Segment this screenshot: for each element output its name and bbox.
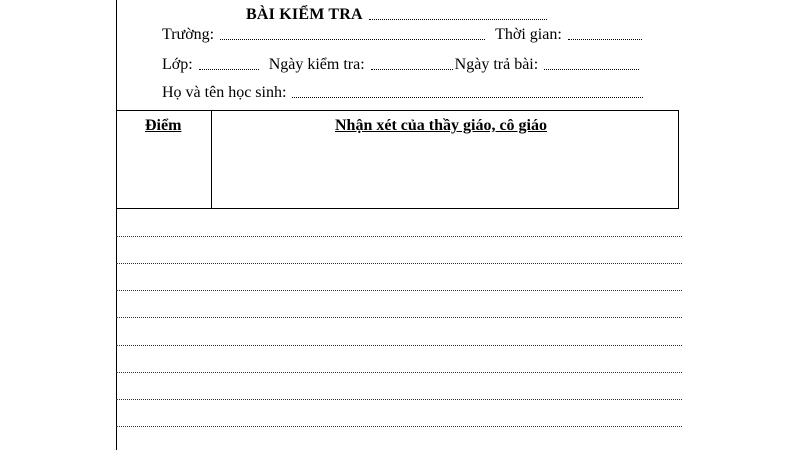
answer-line[interactable] xyxy=(116,317,682,318)
test-date-field[interactable] xyxy=(371,69,453,70)
score-area[interactable] xyxy=(118,139,210,207)
title-row xyxy=(246,6,547,24)
score-heading: Điểm xyxy=(145,117,182,134)
answer-line[interactable] xyxy=(116,426,682,427)
answer-line[interactable] xyxy=(116,263,682,264)
comment-area[interactable] xyxy=(213,139,677,207)
school-time-row xyxy=(162,26,642,44)
time-field[interactable] xyxy=(568,39,642,40)
answer-line[interactable] xyxy=(116,399,682,400)
answer-line[interactable] xyxy=(116,290,682,291)
school-label: Trường: xyxy=(162,26,215,43)
answer-line[interactable] xyxy=(116,345,682,346)
comment-heading: Nhận xét của thầy giáo, cô giáo xyxy=(335,117,547,134)
left-margin-line xyxy=(116,0,117,450)
box-divider xyxy=(211,111,212,208)
student-name-label: Họ và tên học sinh: xyxy=(162,84,287,101)
answer-line[interactable] xyxy=(116,236,682,237)
class-label: Lớp: xyxy=(162,56,193,73)
class-field[interactable] xyxy=(199,69,259,70)
page-title: BÀI KIỂM TRA xyxy=(246,6,363,23)
answer-line[interactable] xyxy=(116,372,682,373)
return-date-label: Ngày trả bài: xyxy=(454,56,539,73)
title-blank[interactable] xyxy=(369,19,547,20)
student-name-field[interactable] xyxy=(292,97,643,98)
time-label: Thời gian: xyxy=(495,26,562,43)
grade-comment-box xyxy=(116,110,679,209)
student-name-row xyxy=(162,84,643,102)
return-date-field[interactable] xyxy=(544,69,639,70)
class-date-row xyxy=(162,56,639,74)
school-field[interactable] xyxy=(220,39,485,40)
test-date-label: Ngày kiểm tra: xyxy=(268,56,365,73)
